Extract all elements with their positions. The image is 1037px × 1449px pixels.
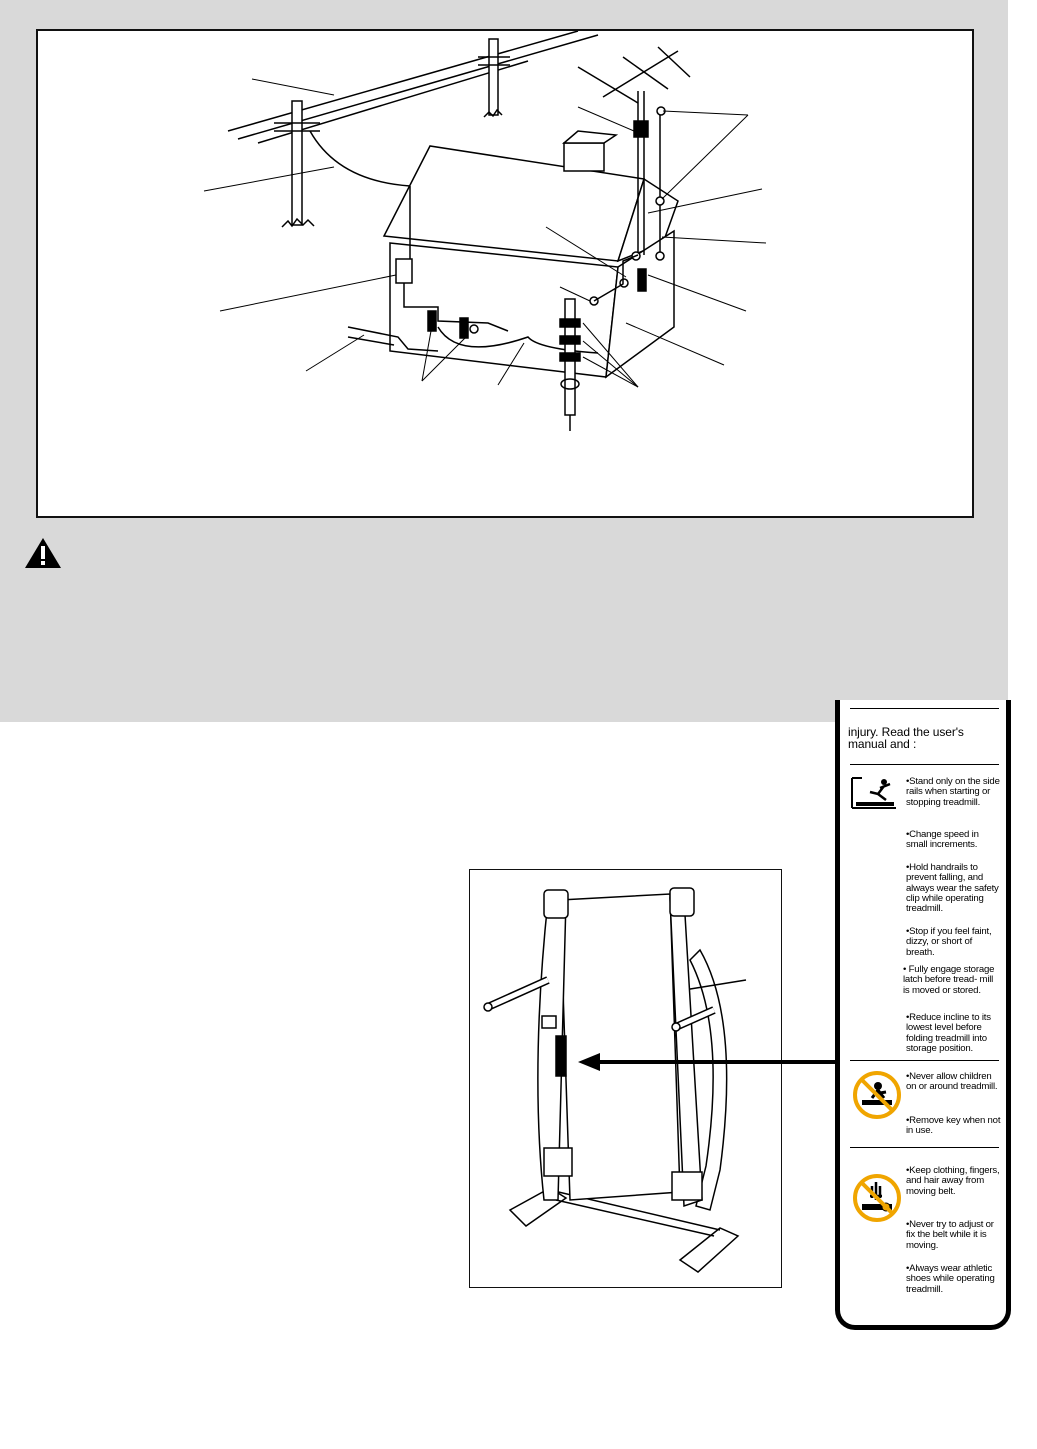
no-children-icon	[852, 1070, 902, 1120]
decal-item: • Fully engage storage latch before tread- mill is moved or stored.	[903, 964, 995, 996]
decal-item: •Always wear athletic shoes while operating treadmill.	[906, 1263, 995, 1295]
service-drop	[310, 131, 410, 186]
divider	[850, 1147, 999, 1148]
utility-pole-left	[274, 101, 320, 227]
power-line	[228, 31, 598, 143]
decal-item: •Stand only on the side rails when starting or stopping treadmill.	[906, 776, 1000, 808]
antenna-grounding-diagram	[36, 29, 974, 518]
divider	[850, 764, 999, 765]
warning-decal	[835, 700, 1011, 1330]
decal-item: •Reduce incline to its lowest level before folding treadmill into storage position.	[906, 1012, 991, 1054]
decal-item: •Stop if you feel faint, dizzy, or short of breath.	[906, 926, 992, 958]
decal-item: •Remove key when not in use.	[906, 1115, 1001, 1137]
side-rail-icon	[850, 772, 898, 812]
warning-icon	[24, 537, 62, 569]
decal-item: •Keep clothing, fingers, and hair away from moving belt.	[906, 1165, 1000, 1197]
intro-text: injury. Read the user's manual and :	[848, 725, 964, 751]
treadmill-illustration	[469, 869, 782, 1288]
divider	[850, 1060, 999, 1061]
electric-service-box	[396, 259, 412, 283]
moving-belt-icon	[852, 1172, 902, 1224]
utility-pole-right	[478, 39, 510, 117]
decal-item: •Hold handrails to prevent falling, and always wear the safety clip while operating treadmill.	[906, 862, 999, 915]
decal-item: •Change speed in small increments.	[906, 829, 979, 851]
decal-item: •Never allow children on or around treadmill.	[906, 1071, 998, 1093]
decal-item: •Never try to adjust or fix the belt while it is moving.	[906, 1219, 994, 1251]
